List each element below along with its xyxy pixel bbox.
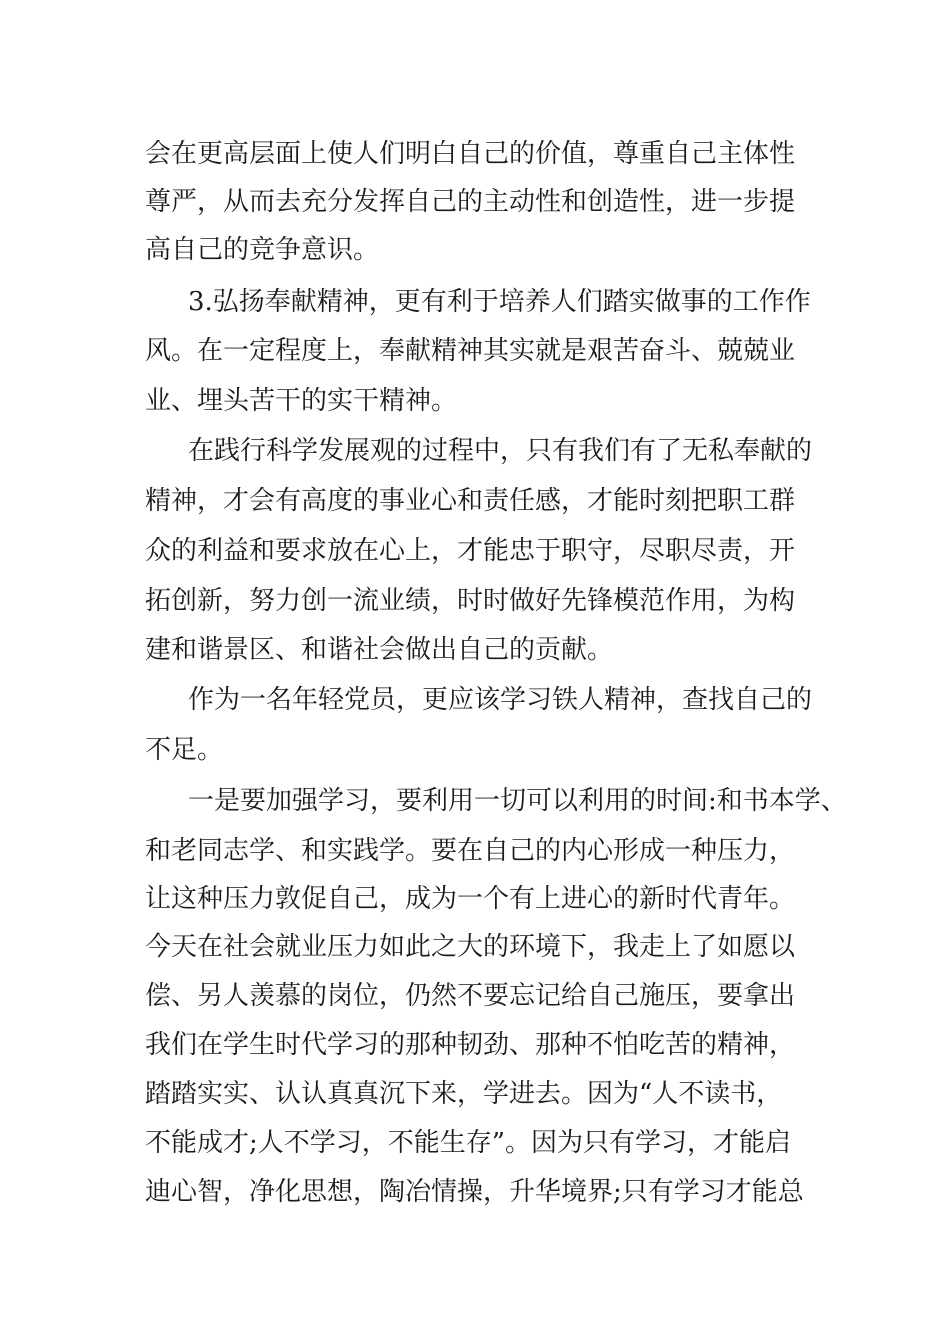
text-line: 我们在学生时代学习的那种韧劲、那种不怕吃苦的精神， bbox=[145, 1030, 796, 1060]
text-line: 建和谐景区、和谐社会做出自己的贡献。 bbox=[145, 635, 614, 665]
text-line: 业、埋头苦干的实干精神。 bbox=[145, 386, 458, 416]
text-line: 精神，才会有高度的事业心和责任感，才能时刻把职工群 bbox=[145, 486, 796, 516]
text-line-paragraph-start: 作为一名年轻党员，更应该学习铁人精神，查找自己的 bbox=[188, 685, 813, 715]
text-line: 迪心智，净化思想，陶冶情操，升华境界;只有学习才能总 bbox=[145, 1177, 804, 1207]
text-line-paragraph-start: 3.弘扬奉献精神，更有利于培养人们踏实做事的工作作 bbox=[188, 287, 811, 317]
text-line: 不足。 bbox=[145, 735, 224, 765]
text-line: 众的利益和要求放在心上，才能忠于职守，尽职尽责，开 bbox=[145, 536, 796, 566]
text-line-paragraph-start: 一是要加强学习，要利用一切可以利用的时间:和书本学、 bbox=[188, 786, 847, 816]
text-line: 今天在社会就业压力如此之大的环境下，我走上了如愿以 bbox=[145, 932, 796, 962]
text-line: 偿、另人羡慕的岗位，仍然不要忘记给自己施压，要拿出 bbox=[145, 981, 796, 1011]
text-line: 风。在一定程度上，奉献精神其实就是艰苦奋斗、兢兢业 bbox=[145, 336, 796, 366]
text-line-paragraph-start: 在践行科学发展观的过程中，只有我们有了无私奉献的 bbox=[188, 436, 813, 466]
text-line: 和老同志学、和实践学。要在自己的内心形成一种压力， bbox=[145, 836, 796, 866]
text-line: 尊严，从而去充分发挥自己的主动性和创造性，进一步提 bbox=[145, 187, 796, 217]
text-line: 拓创新，努力创一流业绩，时时做好先锋模范作用，为构 bbox=[145, 586, 796, 616]
text-line: 让这种压力敦促自己，成为一个有上进心的新时代青年。 bbox=[145, 884, 796, 914]
text-line: 踏踏实实、认认真真沉下来，学进去。因为“人不读书， bbox=[145, 1079, 783, 1109]
text-line: 会在更高层面上使人们明白自己的价值，尊重自己主体性 bbox=[145, 139, 796, 169]
text-line: 高自己的竞争意识。 bbox=[145, 235, 380, 265]
text-line: 不能成才;人不学习，不能生存”。因为只有学习，才能启 bbox=[145, 1128, 792, 1158]
